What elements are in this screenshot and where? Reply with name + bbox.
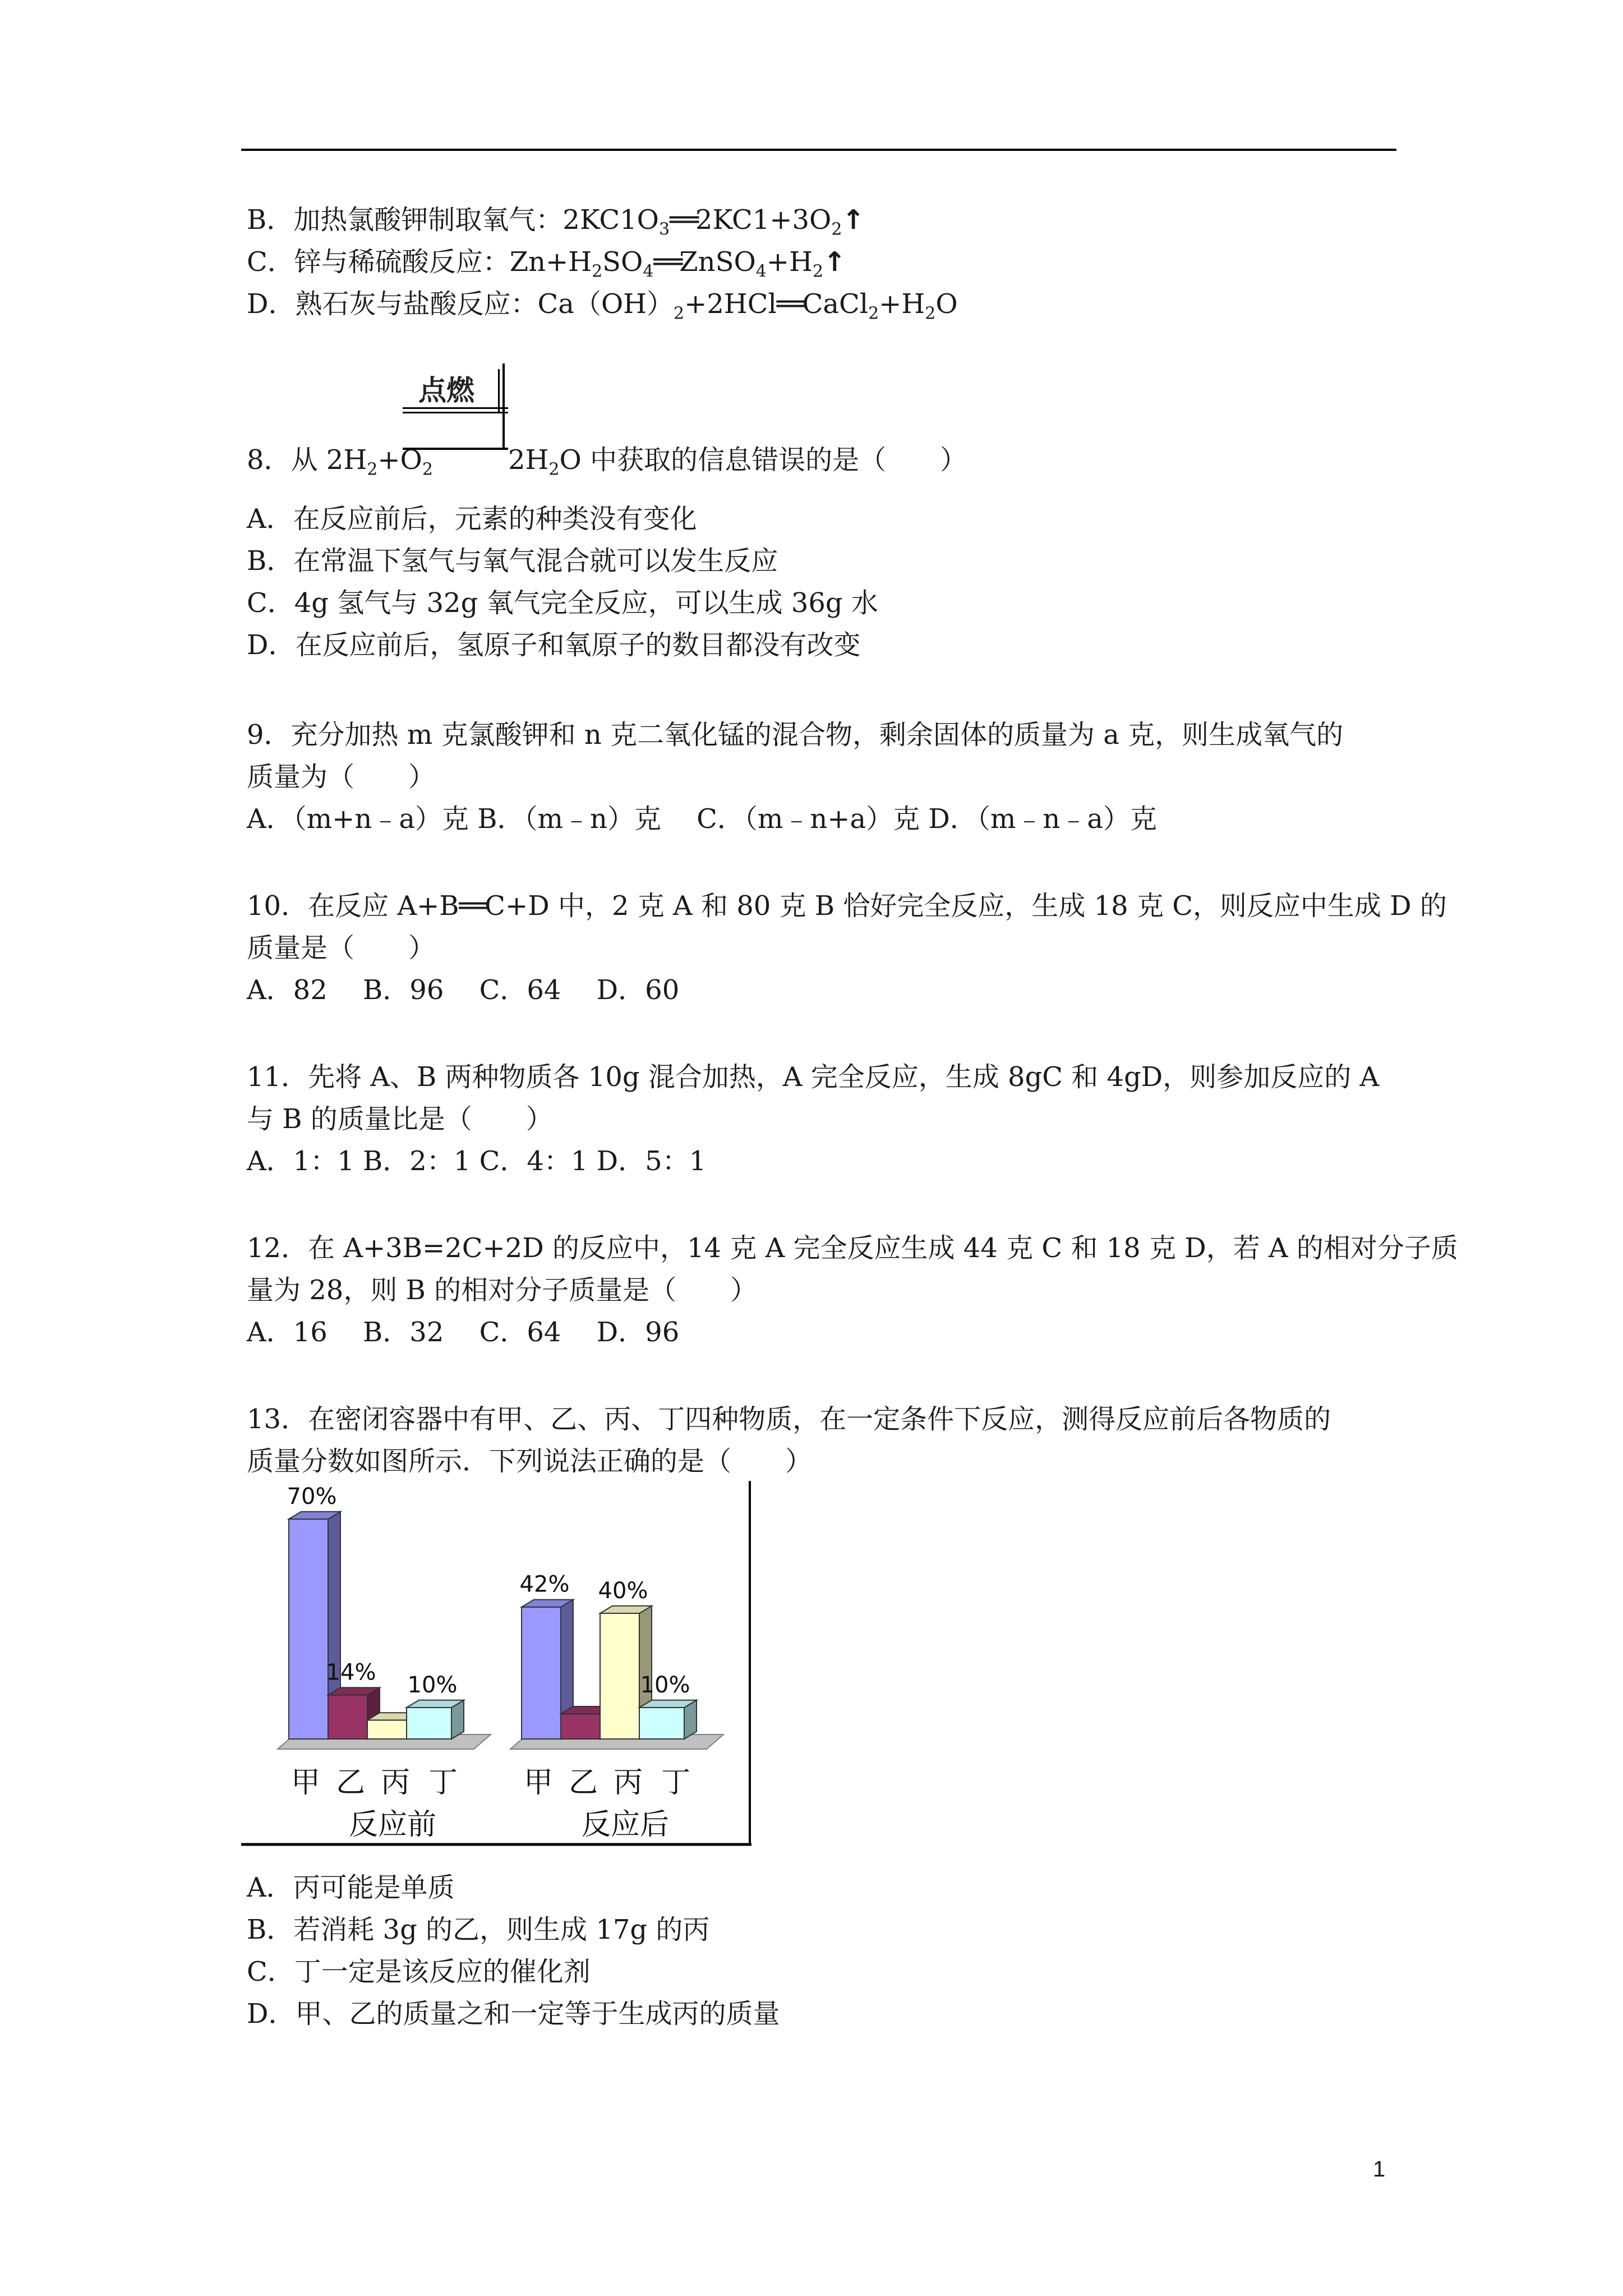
category-label-0-2: 丙 xyxy=(380,1766,411,1800)
group-label-0: 反应前 xyxy=(348,1808,437,1842)
q13-stem-line2: 质量分数如图所示．下列说法正确的是（ ） xyxy=(247,1446,813,1477)
q12-options: A．16 B．32 C．64 D．96 xyxy=(247,1317,680,1348)
q8-option-b: B．在常温下氢气与氧气混合就可以发生反应 xyxy=(247,545,778,577)
category-label-1-2: 丙 xyxy=(613,1766,643,1800)
page-number: 1 xyxy=(1373,2157,1386,2182)
q8-option-a: A．在反应前后，元素的种类没有变化 xyxy=(247,503,697,535)
q10-stem-line1: 10．在反应 A+B══C+D 中，2 克 A 和 80 克 B 恰好完全反应，生成 18 克 C，则反应中生成 D 的 xyxy=(247,890,1447,922)
q11-options: A．1：1 B．2：1 C．4：1 D．5：1 xyxy=(247,1145,707,1177)
bar-0-2 xyxy=(367,1720,407,1739)
bar-0-0 xyxy=(289,1519,328,1739)
bar-0-1 xyxy=(328,1695,367,1739)
data-label-0-0: 70% xyxy=(287,1483,337,1510)
bar-1-3 xyxy=(639,1708,684,1739)
data-label-1-3: 10% xyxy=(640,1672,690,1698)
category-label-0-3: 丁 xyxy=(428,1766,458,1800)
q9-options: A．（m+n﹣a）克 B．（m﹣n）克 C．（m﹣n+a）克 D．（m﹣n﹣a）克 xyxy=(247,803,1157,835)
q11-stem-line1: 11．先将 A、B 两种物质各 10g 混合加热，A 完全反应，生成 8gC 和 4gD，则参加反应的 A xyxy=(247,1061,1380,1093)
bar-1-1 xyxy=(561,1714,600,1739)
q7-option-c: C．锌与稀硫酸反应：$Zn+H_2SO_4══ZnSO_4+H_2↑$ xyxy=(247,246,846,282)
q13-stem-line1: 13．在密闭容器中有甲、乙、丙、丁四种物质，在一定条件下反应，测得反应前后各物质的 xyxy=(247,1404,1331,1435)
bar-0-3 xyxy=(407,1708,451,1739)
q11-stem-line2: 与 B 的质量比是（ ） xyxy=(247,1103,553,1135)
q8-stem: 8．从 $2H_2+O_2$ xyxy=(247,444,433,480)
category-label-0-0: 甲 xyxy=(291,1766,321,1800)
q8-stem-tail: $2H_2O$ 中获取的信息错误的是（ ） xyxy=(508,444,967,480)
mass-fraction-bar-chart xyxy=(241,1481,757,1851)
q7-option-b: B．加热氯酸钾制取氧气：$2KC1O_3══2KC1+3O_2↑$ xyxy=(247,204,865,240)
data-label-0-1: 14% xyxy=(326,1659,376,1686)
q8-option-c: C．4g 氢气与 32g 氧气完全反应，可以生成 36g 水 xyxy=(247,587,878,619)
data-label-1-0: 42% xyxy=(519,1571,570,1598)
reaction-condition-label: 点燃 xyxy=(418,374,474,407)
q13-option-a: A．丙可能是单质 xyxy=(247,1872,455,1903)
category-label-1-0: 甲 xyxy=(523,1766,554,1800)
group-label-1: 反应后 xyxy=(581,1808,670,1842)
q8-option-d: D．在反应前后，氢原子和氧原子的数目都没有改变 xyxy=(247,629,861,661)
q13-option-d: D．甲、乙的质量之和一定等于生成丙的质量 xyxy=(247,1998,780,2030)
category-label-0-1: 乙 xyxy=(335,1766,366,1800)
q12-stem-line2: 量为 28，则 B 的相对分子质量是（ ） xyxy=(247,1274,758,1306)
data-label-0-3: 10% xyxy=(407,1672,458,1698)
category-label-1-3: 丁 xyxy=(661,1766,691,1800)
q9-stem-line1: 9．充分加热 m 克氯酸钾和 n 克二氧化锰的混合物，剩余固体的质量为 a 克，则生成氧气的 xyxy=(247,719,1344,751)
q7-option-d: D．熟石灰与盐酸反应：$Ca(OH)_2+2HCl══CaCl_2+H_2O$ xyxy=(247,288,958,324)
bar-1-0 xyxy=(522,1607,561,1739)
reaction-condition-box xyxy=(403,364,508,450)
q9-stem-line2: 质量为（ ） xyxy=(247,761,436,793)
q10-stem-line2: 质量是（ ） xyxy=(247,932,436,964)
header-rule xyxy=(241,149,1396,151)
q10-options: A．82 B．96 C．64 D．60 xyxy=(247,974,680,1006)
data-label-1-2: 40% xyxy=(598,1577,648,1604)
q13-option-b: B．若消耗 3g 的乙，则生成 17g 的丙 xyxy=(247,1914,710,1945)
bar-1-2 xyxy=(600,1613,639,1739)
category-label-1-1: 乙 xyxy=(568,1766,598,1800)
q12-stem-line1: 12．在 A+3B=2C+2D 的反应中，14 克 A 完全反应生成 44 克 C 和 18 克 D，若 A 的相对分子质 xyxy=(247,1232,1458,1264)
q13-option-c: C．丁一定是该反应的催化剂 xyxy=(247,1956,591,1987)
